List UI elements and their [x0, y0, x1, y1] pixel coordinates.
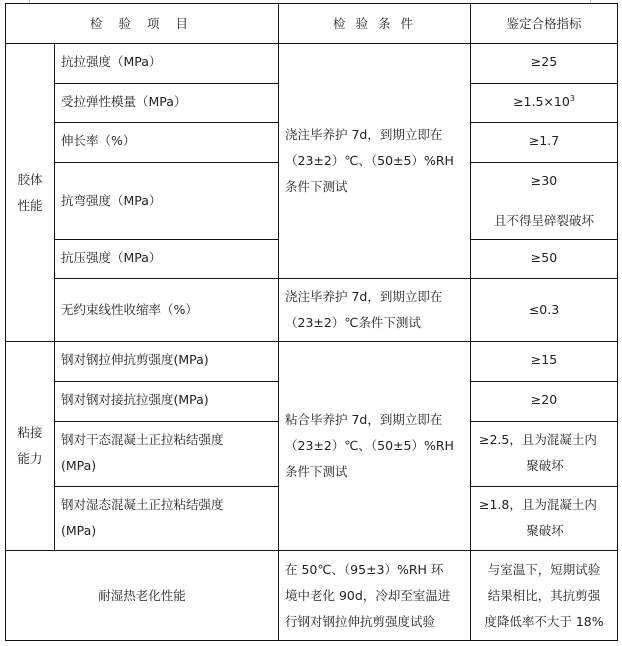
condition-cell	[279, 44, 471, 279]
condition-line: 境中老化 90d，冷却至室温进	[285, 587, 451, 603]
item-line: 钢对干态混凝土正拉粘结强度	[61, 432, 224, 447]
item-cell: 无约束线性收缩率（%）	[55, 279, 279, 342]
condition-line: 粘合毕养护 7d，到期立即在	[285, 412, 443, 427]
criteria-line: 聚破坏	[526, 523, 564, 538]
condition-line: 浇注毕养护 7d，到期立即在	[285, 289, 443, 304]
condition-line: 浇注毕养护 7d，到期立即在	[285, 127, 443, 142]
criteria-line: ≥30	[530, 173, 558, 188]
table-row	[6, 279, 618, 342]
item-cell: 抗压强度（MPa）	[55, 240, 279, 279]
criteria-cell: ≥20	[471, 382, 618, 422]
criteria-cell: ≥1.7	[471, 123, 618, 163]
item-cell: 抗拉强度（MPa）	[55, 44, 279, 84]
item-line: (MPa)	[61, 523, 97, 538]
group-label-line: 粘接	[17, 425, 43, 440]
item-cell: 伸长率（%）	[55, 123, 279, 163]
criteria-cell: ≥50	[471, 240, 618, 279]
condition-line: 条件下测试	[285, 179, 348, 194]
criteria-exponent: 3	[569, 93, 575, 103]
criteria-cell: ≥25	[471, 44, 618, 84]
condition-line: 行钢对钢拉伸抗剪强度试验	[285, 613, 436, 629]
group-label-line: 胶体	[17, 171, 43, 187]
criteria-line: 结果相比，其抗剪强	[487, 587, 601, 603]
header-item: 检 验 项 目	[6, 4, 279, 44]
criteria-line: 且不得呈碎裂破坏	[493, 213, 594, 228]
condition-cell	[279, 342, 471, 551]
condition-line: 在 50℃、（95±3）%RH 环	[285, 561, 444, 577]
inspection-criteria-table	[5, 3, 618, 641]
item-cell: 钢对钢拉伸抗剪强度(MPa)	[55, 342, 279, 382]
table-header-row	[6, 4, 618, 44]
header-condition: 检 验 条 件	[279, 4, 471, 44]
table-row-aging	[6, 551, 618, 641]
table-row	[6, 44, 618, 84]
item-line: 钢对湿态混凝土正拉粘结强度	[61, 497, 224, 512]
criteria-line: 度降低率不大于 18%	[484, 613, 604, 629]
criteria-base: ≥1.5×10	[513, 94, 570, 109]
item-cell	[55, 487, 279, 551]
condition-cell	[279, 551, 471, 641]
item-cell: 受拉弹性模量（MPa）	[55, 84, 279, 123]
condition-cell	[279, 279, 471, 342]
criteria-line: 与室温下，短期试验	[487, 561, 601, 577]
condition-line: （23±2）℃条件下测试	[285, 315, 421, 330]
header-criteria: 鉴定合格指标	[471, 4, 618, 44]
group-label-bonding	[6, 342, 55, 551]
criteria-cell	[471, 487, 618, 551]
group-label-line: 性能	[17, 197, 43, 213]
criteria-cell	[471, 551, 618, 641]
item-line: (MPa)	[61, 458, 97, 473]
group-label-colloid	[6, 44, 55, 342]
criteria-cell	[471, 422, 618, 487]
criteria-cell: ≤0.3	[471, 279, 618, 342]
condition-line: （23±2）℃、（50±5）%RH	[285, 153, 454, 168]
item-cell: 钢对钢对接抗拉强度(MPa)	[55, 382, 279, 422]
criteria-cell	[471, 84, 618, 123]
criteria-cell: ≥15	[471, 342, 618, 382]
criteria-line: ≥2.5，且为混凝土内	[479, 432, 597, 447]
condition-line: 条件下测试	[285, 464, 348, 479]
table-row	[6, 342, 618, 382]
criteria-line: ≥1.8，且为混凝土内	[479, 497, 597, 512]
aging-item: 耐湿热老化性能	[6, 551, 279, 641]
criteria-line: 聚破坏	[526, 458, 564, 473]
group-label-line: 能力	[17, 451, 43, 466]
item-cell	[55, 422, 279, 487]
condition-line: （23±2）℃、（50±5）%RH	[285, 438, 454, 453]
criteria-cell	[471, 163, 618, 240]
item-cell: 抗弯强度（MPa）	[55, 163, 279, 240]
